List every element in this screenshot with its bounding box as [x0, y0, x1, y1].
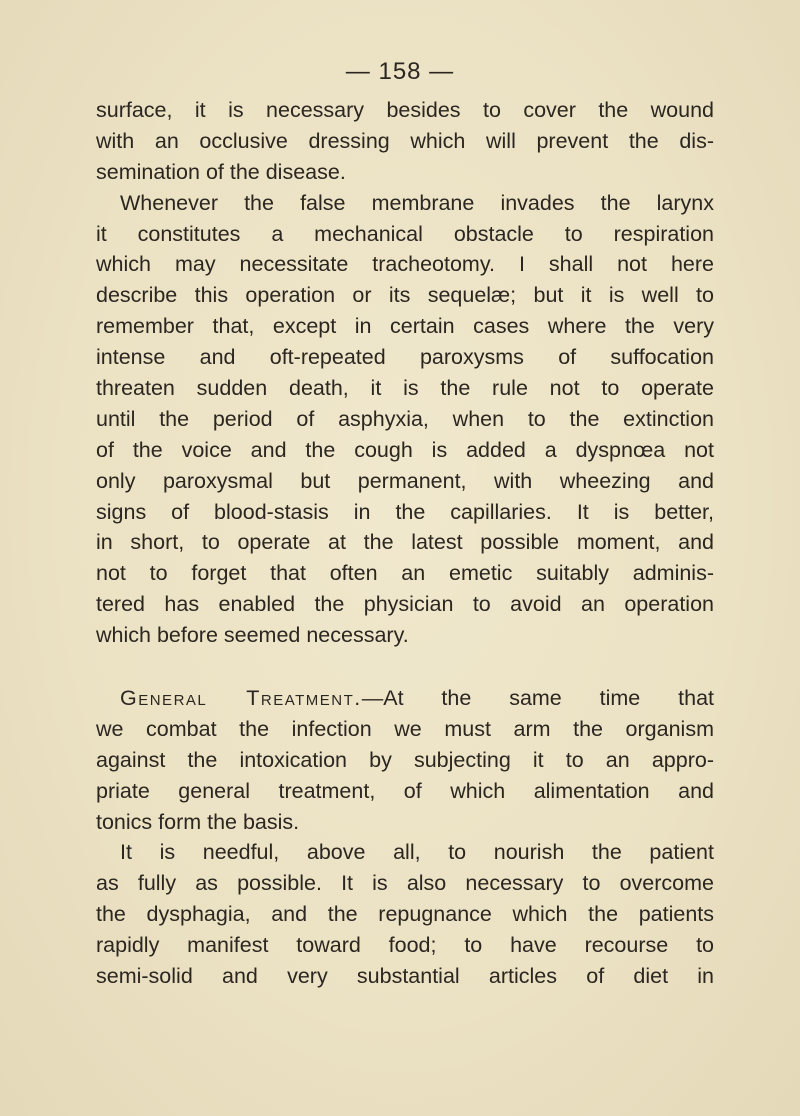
paragraph: [96, 683, 714, 837]
text-line: which may necessitate tracheotomy. I shall not here: [96, 252, 714, 277]
text-line: the dysphagia, and the repugnance which the patients: [96, 902, 714, 927]
text-line: in short, to operate at the latest possible moment, and: [96, 530, 714, 555]
text-line: as fully as possible. It is also necessary to overcome: [96, 871, 714, 896]
text-line: surface, it is necessary besides to cover the wound: [96, 98, 714, 122]
paragraph-gap: [96, 651, 714, 683]
text-line: describe this operation or its sequelæ; but it is well to: [96, 283, 714, 308]
text-line: it constitutes a mechanical obstacle to respiration: [96, 221, 714, 246]
text-line: with an occlusive dressing which will prevent the dis-: [96, 128, 714, 153]
text-line: intense and oft-repeated paroxysms of suffocation: [96, 345, 714, 370]
section-heading: General Treatment.: [120, 686, 362, 711]
text-line: we combat the infection we must arm the organism: [96, 716, 714, 741]
paragraph: [96, 837, 714, 991]
text-line: Whenever the false membrane invades the larynx: [120, 190, 714, 215]
heading-continuation: —At the same time that: [361, 686, 714, 711]
text-line: priate general treatment, of which alimentation and: [96, 778, 714, 803]
text-line: It is needful, above all, to nourish the patient: [120, 840, 714, 865]
text-line: [96, 683, 714, 714]
text-line: against the intoxication by subjecting it to an appro-: [96, 747, 714, 772]
text-line: semination of the disease.: [96, 159, 346, 184]
text-line: tonics form the basis.: [96, 809, 300, 834]
text-line: of the voice and the cough is added a dyspnœa not: [96, 437, 714, 462]
page-text: [96, 95, 714, 992]
paragraph: [96, 95, 714, 188]
text-line: threaten sudden death, it is the rule not to operate: [96, 376, 714, 401]
text-line: semi-solid and very substantial articles of diet in: [96, 964, 714, 989]
text-line: which before seemed necessary.: [96, 623, 409, 648]
text-line: not to forget that often an emetic suitably adminis-: [96, 561, 714, 586]
text-line: remember that, except in certain cases where the very: [96, 314, 714, 339]
page-number: — 158 —: [345, 58, 455, 85]
text-line: rapidly manifest toward food; to have recourse to: [96, 933, 714, 958]
text-line: until the period of asphyxia, when to the extinction: [96, 406, 714, 431]
text-line: only paroxysmal but permanent, with wheezing and: [96, 468, 714, 493]
text-line: signs of blood-stasis in the capillaries. It is better,: [96, 499, 714, 524]
paragraph: [96, 188, 714, 651]
text-line: tered has enabled the physician to avoid an operation: [96, 592, 714, 617]
